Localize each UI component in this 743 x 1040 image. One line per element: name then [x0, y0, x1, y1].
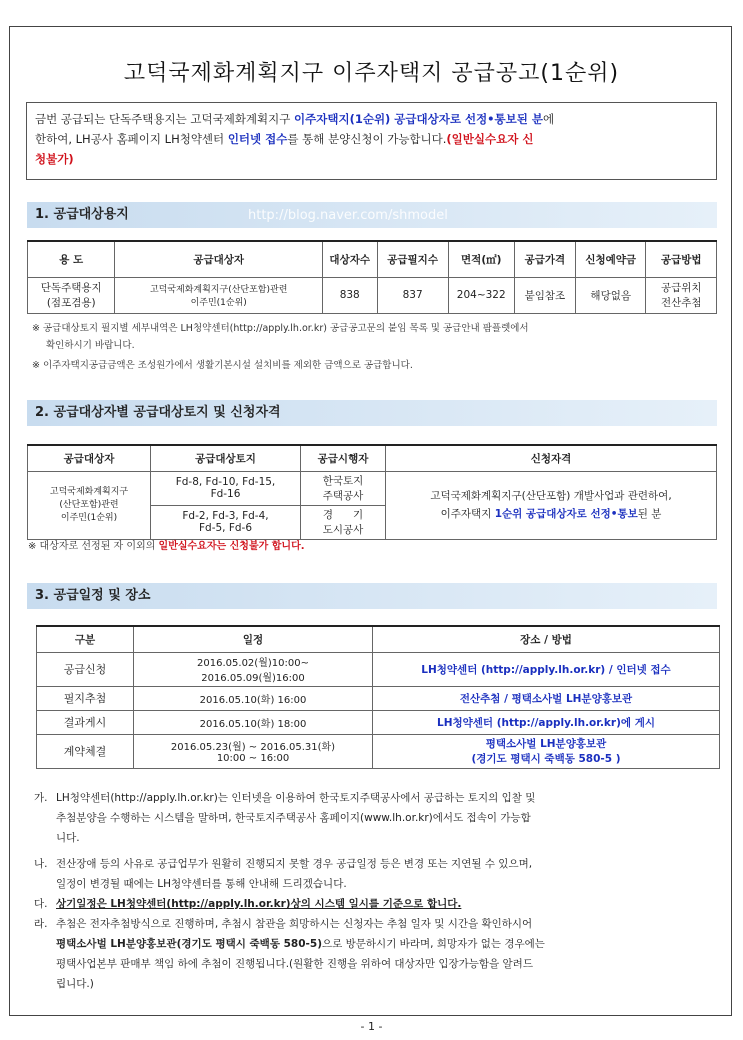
- table-row: [28, 471, 717, 505]
- note-text: 으로 방문하시기 바라며, 희망자가 없는 경우에는: [322, 938, 545, 950]
- cell-kind: 필지추첨: [37, 686, 134, 710]
- cell-area: 204~322: [448, 277, 514, 313]
- note-label: 다.: [34, 898, 48, 910]
- note-text: LH청약센터(http://apply.lh.or.kr)는 인터넷을 이용하여 한국토지주택공사에서 공급하는 토지의 입찰 및: [56, 792, 536, 804]
- table-header: 장소 / 방법: [373, 626, 720, 652]
- table-header: 공급대상자: [28, 445, 151, 471]
- table-row: [37, 710, 720, 734]
- notice-warning: (일반실수요자 신: [446, 132, 534, 146]
- note-text: 추첨은 전자추첨방식으로 진행하며, 추첨시 참관을 희망하시는 신청자는 추첨 일자 및 시간을 확인하시어: [56, 918, 533, 930]
- cell-target: 이주민(1순위): [60, 512, 118, 523]
- table-header: 신청예약금: [575, 241, 645, 277]
- cell-exec: 주택공사: [322, 490, 364, 502]
- cell-date: 2016.05.09(월)16:00: [201, 673, 305, 684]
- note-line: ※ 이주자택지공급금액은 조성원가에서 생활기본시설 설치비를 제외한 금액으로 공급합니다.: [32, 360, 413, 371]
- table-header: 공급시행자: [301, 445, 386, 471]
- note-text: 니다.: [56, 832, 80, 844]
- notice-box: [26, 102, 717, 180]
- table-header: 구분: [37, 626, 134, 652]
- notice-text: 금번 공급되는 단독주택용지는 고덕국제화계획지구: [35, 112, 295, 126]
- notes-list: [34, 788, 714, 994]
- section3-header: [27, 583, 717, 609]
- section1-title: 1. 공급대상용지: [35, 207, 129, 222]
- note-text-emph: 상기일정은 LH청약센터(http://apply.lh.or.kr)상의 시스템 일시를 기준으로 합니다.: [56, 898, 462, 910]
- notice-warning: 청불가): [35, 152, 74, 166]
- section2-note: [28, 538, 305, 555]
- cell-date: 10:00 ~ 16:00: [216, 753, 290, 764]
- note-label: 가.: [34, 792, 48, 804]
- page-number: - 1 -: [360, 1020, 383, 1033]
- section3-title: 3. 공급일정 및 장소: [35, 588, 151, 603]
- cell-date: 2016.05.10(화) 18:00: [134, 710, 373, 734]
- cell-lots: 837: [377, 277, 448, 313]
- note-text: 립니다.): [56, 978, 94, 990]
- section2-header: [27, 400, 717, 426]
- table-row: [37, 686, 720, 710]
- cell-land: Fd-16: [210, 488, 241, 500]
- note-warning: 일반실수요자는 신청불가 합니다.: [158, 541, 305, 552]
- section2-title: 2. 공급대상자별 공급대상토지 및 신청자격: [35, 405, 281, 420]
- note-text: 전산장애 등의 사유로 공급업무가 원활히 진행되지 못할 경우 공급일정 등은 변경 또는 지연될 수 있으며,: [56, 858, 533, 870]
- cell-target: 고덕국제화계획지구(산단포함)관련: [149, 285, 288, 295]
- note-ga: [34, 788, 714, 808]
- cell-target: (산단포함)관련: [59, 499, 119, 510]
- table-header: 공급가격: [514, 241, 575, 277]
- cell-date: 2016.05.23(월) ~ 2016.05.31(화): [170, 742, 336, 753]
- table-row: [28, 277, 717, 313]
- cell-qual-emph: 1순위 공급대상자로 선정•통보: [494, 508, 638, 520]
- note-na: [34, 854, 714, 874]
- cell-deposit: 해당없음: [575, 277, 645, 313]
- cell-method: 공급위치: [660, 282, 702, 294]
- cell-count: 838: [322, 277, 377, 313]
- notice-emph: 이주자택지(1순위) 공급대상자로 선정•통보된 분: [294, 112, 543, 126]
- table-header: 공급방법: [646, 241, 717, 277]
- cell-date: 2016.05.10(화) 16:00: [134, 686, 373, 710]
- section3-table: [36, 625, 720, 769]
- cell-exec: 도시공사: [322, 524, 364, 536]
- cell-kind: 계약체결: [37, 734, 134, 768]
- cell-place: 전산추첨 / 평택소사벌 LH분양홍보관: [373, 686, 720, 710]
- table-header: 대상자수: [322, 241, 377, 277]
- table-header: 용 도: [28, 241, 115, 277]
- cell-land: Fd-8, Fd-10, Fd-15,: [175, 476, 276, 488]
- note-text: 일정이 변경될 때에는 LH청약센터를 통해 안내해 드리겠습니다.: [56, 878, 347, 890]
- cell-method: 전산추첨: [660, 297, 702, 309]
- note-text: 추첨분양을 수행하는 시스템을 말하며, 한국토지주택공사 홈페이지(www.lh.or.kr)에서도 접속이 가능합: [56, 812, 531, 824]
- cell-qual: 된 분: [637, 508, 662, 520]
- section1-note: [32, 320, 529, 374]
- table-header: 공급대상자: [115, 241, 322, 277]
- cell-qual: 고덕국제화계획지구(산단포함) 개발사업과 관련하여,: [430, 490, 672, 502]
- notice-text: 에: [542, 112, 555, 126]
- cell-date: 2016.05.02(월)10:00~: [197, 658, 309, 669]
- note-text: 평택사업본부 판매부 책임 하에 추첨이 진행됩니다.(원활한 진행을 위하여 대상자만 입장가능함을 알려드: [56, 958, 533, 970]
- cell-place: LH청약센터 (http://apply.lh.or.kr) / 인터넷 접수: [373, 652, 720, 686]
- cell-use: (점포겸용): [46, 297, 96, 309]
- cell-place: LH청약센터 (http://apply.lh.or.kr)에 게시: [373, 710, 720, 734]
- note-line: 확인하시기 바랍니다.: [46, 340, 135, 351]
- note-line: ※ 공급대상토지 필지별 세부내역은 LH청약센터(http://apply.lh.or.kr) 공급공고문의 붙임 목록 및 공급안내 팜플렛에서: [32, 323, 529, 334]
- note-label: 나.: [34, 858, 48, 870]
- table-row: [37, 734, 720, 768]
- cell-exec: 한국토지: [322, 475, 364, 487]
- cell-use: 단독주택용지: [40, 282, 102, 294]
- table-header: 면적(㎡): [448, 241, 514, 277]
- cell-target: 이주민(1순위): [190, 298, 247, 308]
- notice-text: 한하여, LH공사 홈페이지 LH청약센터: [35, 132, 228, 146]
- note-ra: [34, 914, 714, 934]
- table-header: 공급필지수: [377, 241, 448, 277]
- watermark-text: http://blog.naver.com/shmodel: [248, 208, 448, 223]
- cell-land: Fd-2, Fd-3, Fd-4,: [182, 510, 269, 522]
- note-text-emph: 평택소사벌 LH분양홍보관(경기도 평택시 죽백동 580-5): [56, 938, 322, 950]
- section2-table: [27, 444, 717, 540]
- cell-land: Fd-5, Fd-6: [198, 522, 253, 534]
- cell-kind: 공급신청: [37, 652, 134, 686]
- cell-price: 붙임참조: [514, 277, 575, 313]
- cell-place: (경기도 평택시 죽백동 580-5 ): [471, 753, 621, 765]
- table-header: 공급대상토지: [151, 445, 301, 471]
- note-line: ※ 대상자로 선정된 자 이외의: [28, 541, 159, 552]
- page-title: 고덕국제화계획지구 이주자택지 공급공고(1순위): [123, 61, 620, 86]
- table-header: 신청자격: [386, 445, 717, 471]
- table-header: 일정: [134, 626, 373, 652]
- cell-place: 평택소사벌 LH분양홍보관: [485, 738, 607, 750]
- note-da: [34, 894, 714, 914]
- cell-target: 고덕국제화계획지구: [49, 486, 129, 497]
- cell-kind: 결과게시: [37, 710, 134, 734]
- cell-exec: 경 기: [322, 509, 364, 521]
- note-label: 라.: [34, 918, 48, 930]
- notice-text: 를 통해 분양신청이 가능합니다.: [287, 132, 447, 146]
- table-row: [37, 652, 720, 686]
- section1-table: [27, 240, 717, 314]
- cell-qual: 이주자택지: [440, 508, 495, 520]
- notice-emph: 인터넷 접수: [227, 132, 288, 146]
